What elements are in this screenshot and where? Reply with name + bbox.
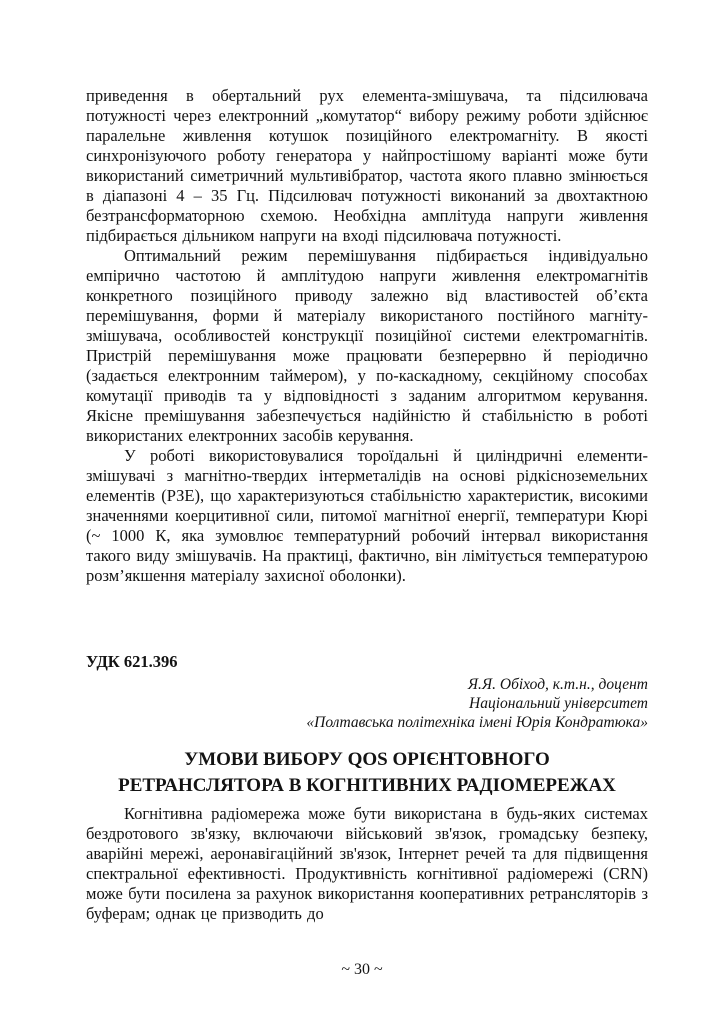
university-line: Національний університет [469, 695, 648, 712]
article-title-line-2: РЕТРАНСЛЯТОРА В КОГНІТИВНИХ РАДІОМЕРЕЖАХ [118, 775, 616, 796]
udc-code: УДК 621.396 [86, 652, 178, 671]
page-number: ~ 30 ~ [341, 961, 383, 978]
author-block [86, 675, 648, 732]
article-title [86, 747, 648, 799]
paragraph-mixer-elements: У роботі використовувалися тороїдальні й циліндричні елементи-змішувачі з магнітно-твердих інтерметалідів на основі рідкісноземельних елементів (РЗЕ), що характеризуються стабільністю характеристик, високими значеннями коерцитивної сили, питомої магнітної енергії, температури Кюрі (~ 1000 К, яка зумовлює температурний робочий інтервал використання такого виду змішувачів. На практиці, фактично, він лімітується температурою розм’якшення матеріалу захисної оболонки). [86, 446, 648, 585]
author-name-line: Я.Я. Обіход, к.т.н., доцент [467, 676, 648, 693]
text-column [86, 86, 648, 924]
paragraph-cognitive-radio: Когнітивна радіомережа може бути використана в будь-яких системах бездротового зв'язку, включаючи військовий зв'язок, громадську безпеку, аварійні мережі, аеронавігаційний зв'язок, Інтернет речей та для підвищення спектральної ефективності. Продуктивність когнітивної радіомережі (CRN) може бути посилена за рахунок використання кооперативних ретрансляторів з буферам; однак це призводить до [86, 804, 648, 923]
paragraph-mixing-mode: Оптимальний режим перемішування підбирається індивідуально емпірично частотою й амплітудою напруги живлення електромагнітів конкретного позиційного приводу залежно від властивостей об’єкта перемішування, форми й матеріалу використаного постійного магніту-змішувача, особливостей конструкції позиційної системи електромагнітів. Пристрій перемішування може працювати безперервно й періодично (задається електронним таймером), у по-каскадному, секційному способах комутації приводів та у відповідності з заданим алгоритмом керування. Якісне премішування забезпечується надійністю й стабільністю в роботі використаних електронних засобів керування. [86, 246, 648, 445]
paragraph-continuation: приведення в обертальний рух елемента-змішувача, та підсилювача потужності через електронний „комутатор“ вибору режиму роботи здійснює паралельне живлення котушок позиційного електромагніту. В якості синхронізуючого роботу генератора у найпростішому варіанті може бути використаний симетричний мультивібратор, частота якого плавно змінюється в діапазоні 4 – 35 Гц. Підсилювач потужності виконаний за двохтактною безтрансформаторною схемою. Необхідна амплітуда напруги живлення підбирається дільником напруги на вході підсилювача потужності. [86, 86, 648, 245]
affiliation-line: «Полтавська політехніка імені Юрія Кондратюка» [306, 714, 648, 731]
article-title-line-1: УМОВИ ВИБОРУ QOS ОРІЄНТОВНОГО [184, 749, 550, 770]
